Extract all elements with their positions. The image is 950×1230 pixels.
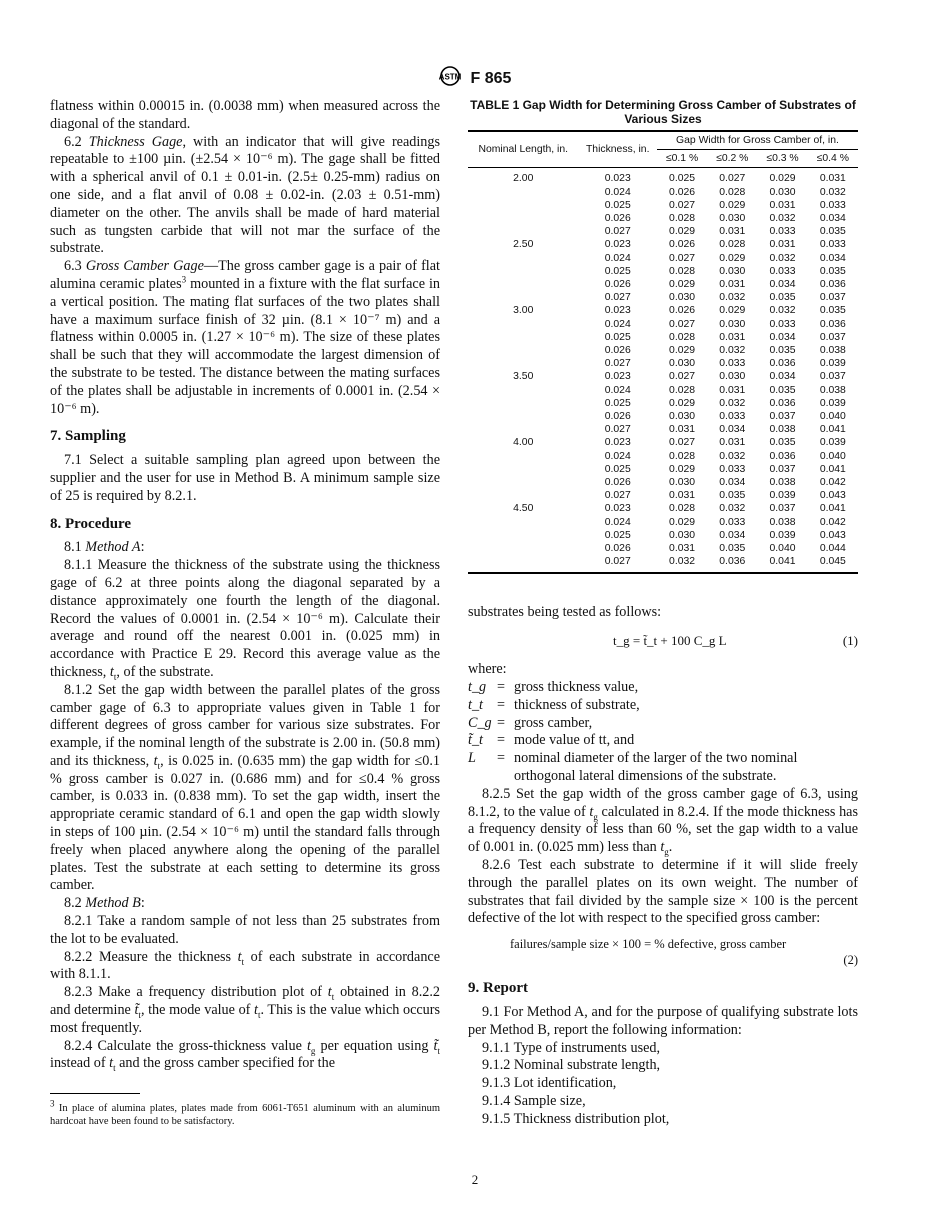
svg-text:ASTM: ASTM [438, 72, 461, 82]
table-cell: 0.027 [604, 556, 631, 568]
report-item: 9.1.1 Type of instruments used, [482, 1039, 661, 1056]
table-cell: 0.028 [669, 331, 696, 343]
definition-symbol: t_t [468, 696, 483, 713]
section-8-1-2: 8.1.2 Set the gap width between the parallel plates of the gross camber gage of 6.3 to appropriate values given in Table 1 for different degrees of gross camber for various size substrates. For example, if the nominal length of the substrate is 2.00 in. (50.8 mm) and its thickness, $t_t$, is 0.025 in. (0.635 mm) the gap width for ≤0.1 % gross camber is 0.027 in. (0.686 mm) and for ≤0.4 % gross camber, is 0.033 in. (0.838 mm). To set the gap width, insert the appropriate ceramic standard of 6.1 and open the gap width slowly in steps of 100 µin. (2.54 × 10⁻⁶ m) until the standard falls through freely when placed anywhere along the opening of the parallel plates. Test the substrate at each setting to determine its gross camber. [50, 681, 440, 894]
section-7-1: 7.1 Select a suitable sampling plan agreed upon between the supplier and the user for use in Method B. A minimum sample size of 25 is required by 8.2.1. [50, 452, 440, 504]
table-cell: 0.027 [669, 318, 696, 330]
table-cell: 0.026 [604, 543, 631, 555]
table-cell: 0.028 [669, 265, 696, 277]
table-cell: 0.035 [819, 265, 846, 277]
col-header-gap: ≤0.3 % [757, 150, 807, 168]
table-cell: 0.027 [669, 437, 696, 449]
table-cell: 0.036 [769, 358, 796, 370]
table-cell: 0.031 [669, 490, 696, 502]
table-cell: 0.035 [769, 345, 796, 357]
definition-text: gross camber, [514, 714, 593, 731]
section-8-2-1: 8.2.1 Take a random sample of not less than 25 substrates from the lot to be evaluated. [50, 913, 440, 947]
left-column [50, 98, 440, 1128]
table-row [468, 265, 858, 278]
table-cell: 0.027 [669, 199, 696, 211]
table-cell [468, 555, 579, 572]
table-cell: 0.029 [669, 345, 696, 357]
section-8-2-2: 8.2.2 Measure the thickness $t_t$ of each substrate in accordance with 8.1.1. [50, 948, 441, 983]
table-cell: 0.027 [604, 424, 631, 436]
table-row [468, 384, 858, 397]
table-cell: 0.037 [769, 411, 796, 423]
table-cell: 0.030 [719, 265, 746, 277]
table-cell: 0.029 [669, 226, 696, 238]
table-row [468, 370, 858, 383]
table-cell: 0.036 [719, 556, 746, 568]
table-cell: 0.026 [604, 279, 631, 291]
table-row [468, 489, 858, 502]
col-header-gap: ≤0.2 % [707, 150, 757, 168]
table-cell: 0.025 [604, 199, 631, 211]
report-item: 9.1.3 Lot identification, [482, 1075, 617, 1092]
table-cell: 0.033 [719, 411, 746, 423]
table-cell: 0.029 [769, 173, 796, 185]
definition-text: gross thickness value, [514, 679, 639, 696]
report-item: 9.1.4 Sample size, [482, 1093, 586, 1110]
equation-1-formula: t_g = t̃_t + 100 C_g L [613, 633, 727, 649]
table-row [468, 450, 858, 463]
equation-2-formula: failures/sample size × 100 = % defective, gross camber [510, 937, 787, 952]
table-cell: 0.031 [669, 543, 696, 555]
table-cell [468, 318, 579, 331]
table-cell: 0.043 [819, 529, 846, 541]
table-cell: 0.030 [669, 358, 696, 370]
heading-report: 9. Report [468, 980, 528, 997]
table-cell: 0.040 [769, 543, 796, 555]
table-cell [468, 542, 579, 555]
table-cell [468, 423, 579, 436]
table-cell: 0.024 [604, 516, 631, 528]
section-8-2-5: 8.2.5 Set the gap width of the gross camber gage of 6.3, using 8.1.2, to the value of $t_g$ calculated in 8.2.4. If the mode thickness has a frequency density of less than 60 %, set the gap width to a value of 0.001 in. (0.025 mm) less than $t_g$. [468, 785, 858, 858]
table-cell: 0.035 [719, 490, 746, 502]
table-cell: 0.031 [719, 279, 746, 291]
table-cell: 0.039 [819, 358, 846, 370]
table-cell: 0.027 [719, 173, 746, 185]
heading-sampling: 7. Sampling [50, 428, 126, 445]
table-cell: 0.041 [819, 424, 846, 436]
table-cell: 0.030 [669, 529, 696, 541]
table-cell: 0.034 [719, 424, 746, 436]
table-cell: 0.040 [819, 411, 846, 423]
table-cell: 0.034 [769, 331, 796, 343]
table-cell: 0.041 [819, 503, 846, 515]
table-cell: 0.038 [769, 516, 796, 528]
table-cell: 0.032 [769, 252, 796, 264]
table-cell: 0.032 [719, 397, 746, 409]
table-cell: 0.033 [769, 265, 796, 277]
table-cell [468, 186, 579, 199]
table-cell: 0.023 [604, 503, 631, 515]
table-row [468, 331, 858, 344]
table-cell: 0.031 [669, 424, 696, 436]
equation-2-number: (2) [843, 953, 858, 968]
table-cell: 0.032 [719, 503, 746, 515]
table-cell: 0.031 [719, 384, 746, 396]
table-cell: 0.033 [769, 318, 796, 330]
table-row [468, 186, 858, 199]
table-cell: 2.50 [513, 239, 534, 251]
table-cell: 0.037 [769, 463, 796, 475]
col-header-gap: ≤0.1 % [657, 150, 707, 168]
table-cell: 0.035 [719, 543, 746, 555]
right-column [468, 98, 858, 1129]
table-cell: 0.035 [819, 305, 846, 317]
table-cell: 0.025 [669, 173, 696, 185]
table-cell: 0.029 [719, 199, 746, 211]
table-cell: 0.028 [669, 384, 696, 396]
table-cell: 0.024 [604, 384, 631, 396]
table-cell: 0.042 [819, 477, 846, 489]
section-8-2: 8.2 Method B: [64, 895, 145, 912]
equation-1-number: (1) [842, 633, 858, 649]
table-cell: 0.036 [769, 397, 796, 409]
table-row [468, 344, 858, 357]
table-cell: 0.031 [719, 331, 746, 343]
table-cell: 3.50 [513, 371, 534, 383]
table-cell: 0.027 [604, 292, 631, 304]
table-cell: 0.031 [719, 226, 746, 238]
table-cell: 0.033 [719, 463, 746, 475]
table-cell: 0.039 [819, 397, 846, 409]
table-cell: 0.024 [604, 252, 631, 264]
gap-width-table [468, 130, 858, 574]
table-cell [468, 252, 579, 265]
definition-text: nominal diameter of the larger of the two nominal orthogonal lateral dimensions of the substrate. [514, 750, 798, 785]
table-row [468, 225, 858, 238]
table-cell: 0.035 [769, 384, 796, 396]
table-cell: 0.038 [819, 384, 846, 396]
table-cell [468, 516, 579, 529]
table-cell: 0.023 [604, 305, 631, 317]
table-cell: 0.027 [669, 252, 696, 264]
table-cell: 0.034 [769, 371, 796, 383]
table-cell [468, 410, 579, 423]
table-cell [468, 278, 579, 291]
table-cell: 0.029 [669, 397, 696, 409]
table-cell: 0.035 [819, 226, 846, 238]
table-cell: 4.50 [513, 503, 534, 515]
table-cell: 0.041 [819, 463, 846, 475]
section-6-2: 6.2 Thickness Gage, with an indicator that will give readings repeatable to ±100 µin. (±2.54 × 10⁻⁶ m). The gage shall be fitted with a spherical anvil of 0.1 ± 0.01-in. (2.5± 0.25-mm) radius on one side, and a flat anvil of 0.08 ± 0.02-in. (2.03 ± 0.51-mm) diameter on the other. The anvils shall be made of hard material such as tungsten carbide that will not mar the surface of the substrate. [50, 133, 441, 257]
table-cell: 0.037 [769, 503, 796, 515]
table-cell: 0.043 [819, 490, 846, 502]
table-cell: 0.029 [669, 279, 696, 291]
definition-symbol: L [468, 750, 476, 767]
table-cell: 0.023 [604, 173, 631, 185]
page-header [0, 66, 950, 91]
table-cell: 0.028 [669, 450, 696, 462]
table-row [468, 555, 858, 572]
table-cell [468, 489, 579, 502]
definition-equals: = [496, 732, 505, 749]
table-cell: 0.030 [719, 318, 746, 330]
table-cell: 0.044 [819, 543, 846, 555]
table-cell: 0.034 [769, 279, 796, 291]
table-cell: 0.025 [604, 397, 631, 409]
table-row [468, 291, 858, 304]
table-cell: 0.032 [769, 213, 796, 225]
table-cell: 0.033 [819, 199, 846, 211]
table-cell: 0.032 [719, 292, 746, 304]
table-cell [468, 291, 579, 304]
table-cell: 0.029 [719, 252, 746, 264]
table-cell: 0.045 [819, 556, 846, 568]
definition-symbol: t_g [468, 679, 487, 696]
table-row [468, 318, 858, 331]
table-row [468, 397, 858, 410]
table-cell: 0.028 [719, 186, 746, 198]
table-cell: 0.027 [604, 490, 631, 502]
table-cell: 0.031 [819, 173, 846, 185]
table-row [468, 212, 858, 225]
definition-equals: = [496, 714, 505, 731]
section-8-2-6: 8.2.6 Test each substrate to determine if it will slide freely through the parallel plates on its own weight. The number of substrates that fail divided by the sample size × 100 is the percent defective of the lot with respect to the specified gross camber: [468, 857, 858, 927]
table-row [468, 304, 858, 317]
paragraph: flatness within 0.00015 in. (0.0038 mm) when measured across the diagonal of the standard. [50, 98, 440, 132]
table-cell [468, 331, 579, 344]
table-cell: 0.025 [604, 331, 631, 343]
table-cell: 0.033 [719, 516, 746, 528]
table-cell: 2.00 [513, 173, 534, 185]
table-cell: 0.032 [819, 186, 846, 198]
table-cell: 0.034 [819, 252, 846, 264]
table-cell [468, 357, 579, 370]
table-cell: 0.034 [719, 477, 746, 489]
where-label: where: [468, 661, 507, 678]
section-8-2-4: 8.2.4 Calculate the gross-thickness value $t_g$ per equation using $t̃_t$ instead of $t_t$ and the gross camber specified for the [50, 1037, 440, 1074]
table-cell: 0.030 [669, 292, 696, 304]
definition-symbol: t̃_t [468, 732, 483, 749]
table-body [468, 168, 858, 573]
table-cell: 0.037 [819, 331, 846, 343]
table-cell: 0.023 [604, 437, 631, 449]
table-cell: 0.039 [769, 529, 796, 541]
table-cell: 0.030 [719, 213, 746, 225]
definition-text: mode value of tt, and [514, 732, 635, 749]
table-cell: 0.026 [669, 239, 696, 251]
table-row [468, 476, 858, 489]
col-header-thickness: Thickness, in. [579, 131, 657, 168]
astm-logo-icon [439, 66, 461, 91]
section-9-1: 9.1 For Method A, and for the purpose of qualifying substrate lots per Method B, report the following information: [468, 1004, 858, 1038]
table-cell: 0.036 [819, 318, 846, 330]
col-header-length: Nominal Length, in. [468, 131, 579, 168]
table-cell [468, 199, 579, 212]
table-cell: 0.024 [604, 450, 631, 462]
table-cell: 0.023 [604, 239, 631, 251]
footnote: $^3$ In place of alumina plates, plates made from 6061-T651 aluminum with an aluminum hardcoat have been found to be satisfactory. [50, 1098, 440, 1128]
table-cell: 0.033 [719, 358, 746, 370]
table-cell: 0.026 [604, 213, 631, 225]
table-cell [468, 225, 579, 238]
table-cell: 0.029 [669, 516, 696, 528]
table-cell: 0.025 [604, 463, 631, 475]
table-cell: 0.024 [604, 318, 631, 330]
table-cell: 0.029 [719, 305, 746, 317]
table-cell: 0.027 [604, 358, 631, 370]
table-row [468, 436, 858, 449]
page-number: 2 [471, 1172, 479, 1187]
table-cell: 0.033 [819, 239, 846, 251]
table-cell [468, 397, 579, 410]
footnote-ref: 3 [181, 274, 187, 285]
table-cell: 0.038 [769, 477, 796, 489]
table-row [468, 516, 858, 529]
table-cell [468, 384, 579, 397]
table-cell: 0.029 [669, 463, 696, 475]
table-cell: 0.031 [769, 239, 796, 251]
table-cell: 0.023 [604, 371, 631, 383]
table-cell: 0.034 [719, 529, 746, 541]
table-cell: 0.025 [604, 529, 631, 541]
table-cell: 3.00 [513, 305, 534, 317]
table-cell: 0.028 [669, 213, 696, 225]
table-caption: TABLE 1 Gap Width for Determining Gross Camber of Substrates of Various Sizes [470, 98, 856, 126]
section-8-2-3: 8.2.3 Make a frequency distribution plot of $t_t$ obtained in 8.2.2 and determine $t̃_t$, the mode value of $t_t$. This is the value which occurs most frequently. [50, 984, 440, 1036]
definition-equals: = [496, 750, 505, 767]
table-cell: 0.035 [769, 437, 796, 449]
report-item: 9.1.2 Nominal substrate length, [482, 1057, 661, 1074]
table-cell [468, 476, 579, 489]
table-row [468, 357, 858, 370]
table-cell: 0.026 [604, 345, 631, 357]
table-cell: 0.032 [669, 556, 696, 568]
report-item: 9.1.5 Thickness distribution plot, [482, 1110, 670, 1127]
table-cell: 0.026 [669, 305, 696, 317]
table-cell: 0.032 [769, 305, 796, 317]
table-row [468, 278, 858, 291]
table-cell: 0.042 [819, 516, 846, 528]
table-row [468, 199, 858, 212]
definition-equals: = [496, 679, 505, 696]
equation-2 [468, 934, 858, 970]
table-cell [468, 212, 579, 225]
table-cell: 0.026 [604, 477, 631, 489]
table-cell: 0.032 [719, 345, 746, 357]
section-6-3: 6.3 Gross Camber Gage—The gross camber gage is a pair of flat alumina ceramic plates$^3$ mounted in a fixture with the flat surface in a vertical position. The mating flat surfaces of the two plates shall have a maximum surface finish of 32 µin. (8.1 × 10⁻⁷ m) and a flatness within 0.0005 in. (1.27 × 10⁻⁶ m). The size of these plates shall be such that they will accommodate the largest dimension of the substrate to be tested. The distance between the mating surfaces of the plates shall be adjustable in increments of 0.0001 in. (2.54 × 10⁻⁶ m). [50, 258, 440, 417]
table-cell: 0.033 [769, 226, 796, 238]
table-cell: 0.027 [669, 371, 696, 383]
table-cell [468, 529, 579, 542]
equation-1 [468, 629, 858, 653]
table-cell: 0.038 [819, 345, 846, 357]
table-cell [468, 450, 579, 463]
table-cell [468, 463, 579, 476]
table-cell: 4.00 [513, 437, 534, 449]
table-cell: 0.031 [769, 199, 796, 211]
table-cell: 0.032 [719, 450, 746, 462]
table-cell [468, 265, 579, 278]
heading-procedure: 8. Procedure [50, 515, 132, 532]
section-8-1: 8.1 Method A: [64, 539, 145, 556]
table-row [468, 410, 858, 423]
table-cell: 0.041 [769, 556, 796, 568]
definition-symbol: C_g [468, 714, 492, 731]
table-cell: 0.035 [769, 292, 796, 304]
table-cell: 0.024 [604, 186, 631, 198]
table-cell: 0.037 [819, 371, 846, 383]
table-cell: 0.031 [719, 437, 746, 449]
section-8-1-1: 8.1.1 Measure the thickness of the substrate using the thickness gage of 6.2 at three points along the diagonal separated by a distance approximately one fourth the length of the diagonal. Record the values of 0.0001 in. (2.54 × 10⁻⁶ m). Calculate their average and round off the nearest 0.001 in. (0.025 mm) in accordance with Practice E 29. Record this average value as the thickness, $t_t$, of the substrate. [50, 557, 440, 682]
table-cell: 0.027 [604, 226, 631, 238]
table-cell: 0.038 [769, 424, 796, 436]
table-cell: 0.039 [819, 437, 846, 449]
table-cell: 0.034 [819, 213, 846, 225]
definitions-list [468, 679, 858, 786]
table-row [468, 252, 858, 265]
paragraph-continued: substrates being tested as follows: [468, 603, 662, 620]
footnote-divider [50, 1093, 140, 1094]
table-cell: 0.026 [669, 186, 696, 198]
col-header-gap: ≤0.4 % [808, 150, 858, 168]
table-cell: 0.039 [769, 490, 796, 502]
table-cell: 0.030 [769, 186, 796, 198]
table-cell: 0.040 [819, 450, 846, 462]
col-header-gap-group: Gap Width for Gross Camber of, in. [657, 131, 858, 150]
table-row [468, 542, 858, 555]
definition-equals: = [496, 696, 505, 713]
table-cell: 0.030 [669, 477, 696, 489]
designation: F 865 [470, 69, 512, 87]
table-cell: 0.036 [769, 450, 796, 462]
table-cell: 0.030 [669, 411, 696, 423]
table-row [468, 423, 858, 436]
table-cell: 0.028 [669, 503, 696, 515]
definition-text: thickness of substrate, [514, 696, 640, 713]
table-cell: 0.025 [604, 265, 631, 277]
table-cell [468, 344, 579, 357]
table-row [468, 502, 858, 515]
table-cell: 0.026 [604, 411, 631, 423]
table-cell: 0.030 [719, 371, 746, 383]
table-row [468, 168, 858, 186]
table-cell: 0.036 [819, 279, 846, 291]
table-cell: 0.037 [819, 292, 846, 304]
table-row [468, 529, 858, 542]
table-row [468, 238, 858, 251]
table-row [468, 463, 858, 476]
table-cell: 0.028 [719, 239, 746, 251]
